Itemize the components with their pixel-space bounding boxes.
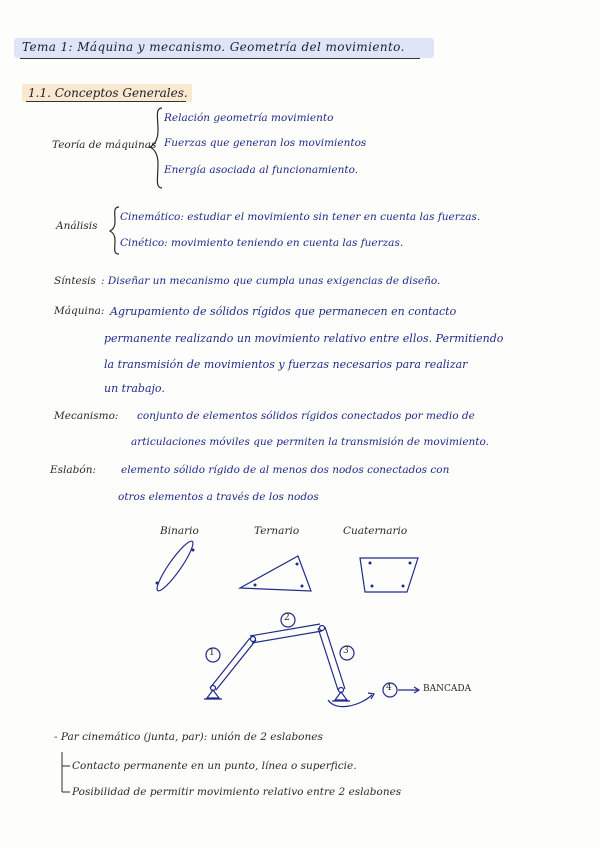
par-item-2: Posibilidad de permitir movimiento relativo entre 2 eslabones bbox=[72, 786, 402, 798]
maquina-line-2: permanente realizando un movimiento relativo entre ellos. Permitiendo bbox=[104, 332, 504, 345]
sintesis-text: : Diseñar un mecanismo que cumpla unas exigencias de diseño. bbox=[101, 275, 441, 287]
analisis-brace bbox=[110, 207, 119, 254]
teoria-item-3: Energía asociada al funcionamiento. bbox=[164, 164, 359, 176]
maquina-line-1: Agrupamiento de sólidos rígidos que permanecen en contacto bbox=[110, 305, 457, 318]
eslabon-line-2: otros elementos a través de los nodos bbox=[118, 491, 319, 503]
par-item-1: Contacto permanente en un punto, línea o superficie. bbox=[72, 760, 357, 772]
teoria-item-1: Relación geometría movimiento bbox=[164, 112, 334, 124]
teoria-item-2: Fuerzas que generan los movimientos bbox=[164, 137, 367, 149]
binario-label: Binario bbox=[160, 525, 199, 537]
cuaternario-label: Cuaternario bbox=[343, 525, 408, 537]
teoria-label: Teoría de máquinas bbox=[52, 139, 157, 151]
section-title: 1.1. Conceptos Generales. bbox=[28, 86, 188, 100]
mecanismo-line-1: conjunto de elementos sólidos rígidos conectados por medio de bbox=[137, 410, 475, 422]
analisis-item-2: Cinético: movimiento teniendo en cuenta las fuerzas. bbox=[120, 237, 404, 249]
par-bullet-tree bbox=[62, 752, 70, 792]
maquina-line-4: un trabajo. bbox=[104, 382, 165, 395]
eslabon-line-1: elemento sólido rígido de al menos dos nodos conectados con bbox=[121, 464, 450, 476]
link-number-2: 2 bbox=[284, 613, 290, 623]
bancada-label: BANCADA bbox=[423, 684, 472, 694]
analisis-label: Análisis bbox=[56, 220, 98, 232]
eslabon-label: Eslabón: bbox=[50, 464, 97, 476]
mecanismo-line-2: articulaciones móviles que permiten la transmisión de movimiento. bbox=[131, 436, 489, 448]
mecanismo-label: Mecanismo: bbox=[54, 410, 119, 422]
cuaternario-link bbox=[360, 558, 418, 592]
teoria-brace bbox=[150, 108, 162, 188]
page-title: Tema 1: Máquina y mecanismo. Geometría del movimiento. bbox=[22, 40, 405, 54]
analisis-item-1: Cinemático: estudiar el movimiento sin tener en cuenta las fuerzas. bbox=[120, 211, 481, 223]
ternario-link bbox=[240, 556, 311, 591]
sintesis-label: Síntesis bbox=[54, 275, 96, 287]
maquina-line-3: la transmisión de movimientos y fuerzas necesarios para realizar bbox=[104, 358, 468, 371]
ternario-label: Ternario bbox=[254, 525, 300, 537]
binario-link bbox=[153, 538, 197, 594]
link-number-1: 1 bbox=[209, 648, 215, 658]
ground-number: 4 bbox=[386, 683, 392, 693]
maquina-label: Máquina: bbox=[54, 305, 105, 317]
par-heading: - Par cinemático (junta, par): unión de 2 eslabones bbox=[54, 731, 323, 743]
link-number-3: 3 bbox=[343, 646, 349, 656]
